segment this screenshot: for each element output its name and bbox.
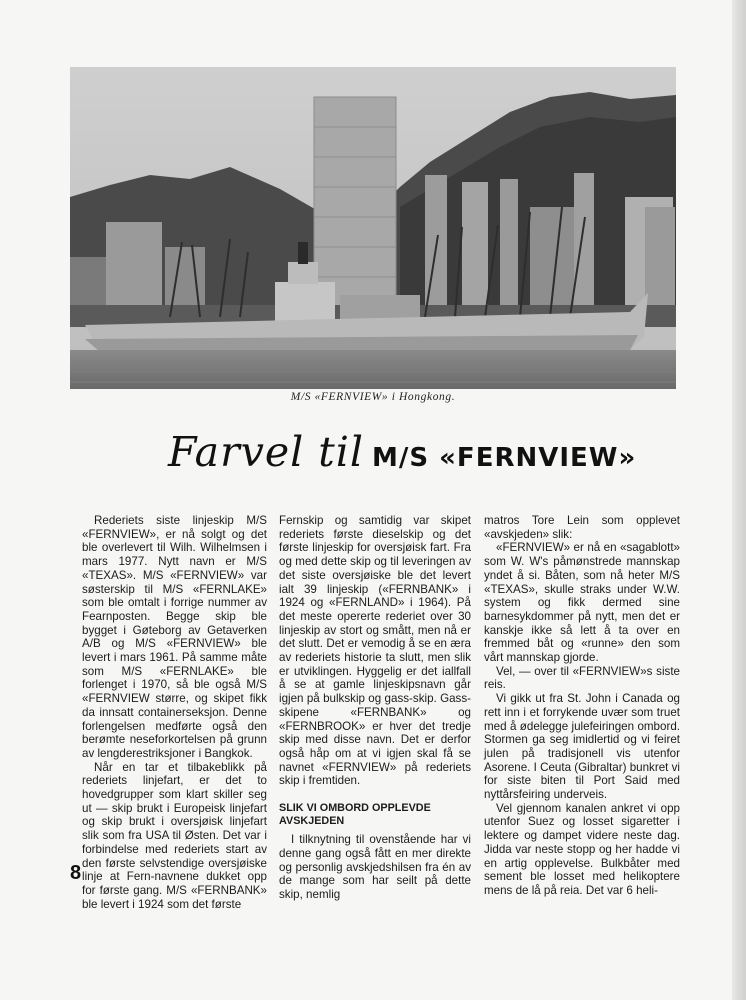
paragraph: Vel gjennom kanalen ankret vi opp utenfor Suez og losset sigaretter i lektere og dampet videre neste dag. Jidda var neste stopp og her hadde vi en artig opplevelse. Bulkbåter med sement ble losset med helikoptere mens de lå på reia. Det var 6 heli- [484,801,680,897]
article-column-3 [484,514,680,898]
paragraph: Fernskip og samtidig var skipet rederiets første dieselskip og det første linjeskip for oversjøisk fart. Fra og med dette skip og til leveringen av det siste oversjøiske ble det levert ialt 39 linjeskip («FERNBANK» i 1924 og «FERNLAND» i 1964). På det meste opererte rederiet over 30 linjeskip av stort og smått, men nå er det slutt. Det er vemodig å se en æra av rederiets historie ta slutt, men slik er utviklingen. Hyggelig er det iallfall å se at gamle linjeskipsnavn går igjen på bulkskip og gass-skip. Gass-skipene «FERNBANK» og «FERNBROOK» er hver det tredje skip med disse navn. Det er derfor også håp om at vi igjen skal få se navnet «FERNVIEW» på rederiets skip i fremtiden. [279,514,471,788]
paragraph: Vel, — over til «FERNVIEW»s siste reis. [484,664,680,692]
photo-caption: M/S «FERNVIEW» i Hongkong. [290,391,456,403]
headline-bold-part: M/S «FERNVIEW» [371,443,637,473]
paragraph: matros Tore Lein som opplevet «avskjeden» slik: [484,514,680,541]
article-headline [168,428,728,488]
section-subheading: SLIK VI OMBORD OPPLEVDE AVSKJEDEN [279,802,431,827]
article-column-2 [279,514,471,902]
paragraph: I tilknytning til ovenstående har vi denne gang også fått en mer direkte og personlig avskjedshilsen fra én av de mange som har seilt på dette skip, nemlig [279,833,471,902]
paragraph: Når en tar et tilbakeblikk på rederiets linjefart, er det to hovedgrupper som klart skiller seg ut — skip brukt i Europeisk linjefart og skip brukt i oversjøisk linjefart slik som fra USA til Østen. Det var i forbindelse med rederiets start av den første selvstendige oversjøiske linje at Fern-navnene dukket opp for første gang. M/S «FERNBANK» ble levert i 1924 som det første [82,760,267,911]
page-number: 8 [70,862,82,884]
paragraph: Rederiets siste linjeskip M/S «FERNVIEW», er nå solgt og det ble overlevert til Wilh. Wilhelmsen i mars 1977. Nytt navn er M/S «TEXAS». M/S «FERNVIEW» var søsterskip til M/S «FERNLAKE» som ble omtalt i forrige nummer av Fearnposten. Begge skip ble bygget i Gøteborg av Getaverken A/B og M/S «FERNVIEW» ble levert i mars 1961. På samme måte som M/S «FERNLAKE» ble forlenget i 1970, så ble også M/S «FERNVIEW større, og skipet fikk da innsatt containerseksjon. Denne forlengelsen medførte også den berømte neseforkortelsen på grunn av lengderestriksjoner i Bangkok. [82,514,267,760]
article-column-1 [82,514,267,911]
paragraph: Vi gikk ut fra St. John i Canada og rett inn i et forrykende uvær som truet med å ødelegge julefeiringen ombord. Stormen ga seg imidlertid og vi feiret julen på tradisjonell vis utenfor Asorene. I Ceuta (Gibraltar) bunkret vi for siste biten til Port Said med nyttårsfeiring underveis. [484,692,680,802]
headline-script-part: Farvel til [168,428,364,476]
ship-in-harbor-photo [70,67,676,389]
paragraph: «FERNVIEW» er nå en «sagablott» som W. W's påmønstrede mannskap yndet å si. Båten, som nå heter M/S «TEXAS», skulle straks under W.W. system og fikk dermed sine barnesykdommer på nytt, men det er kanskje ikke så lett å ta over en fremmed båt og «runne» den som vårt mannskap gjorde. [484,541,680,665]
page-edge-shadow [732,0,746,1000]
